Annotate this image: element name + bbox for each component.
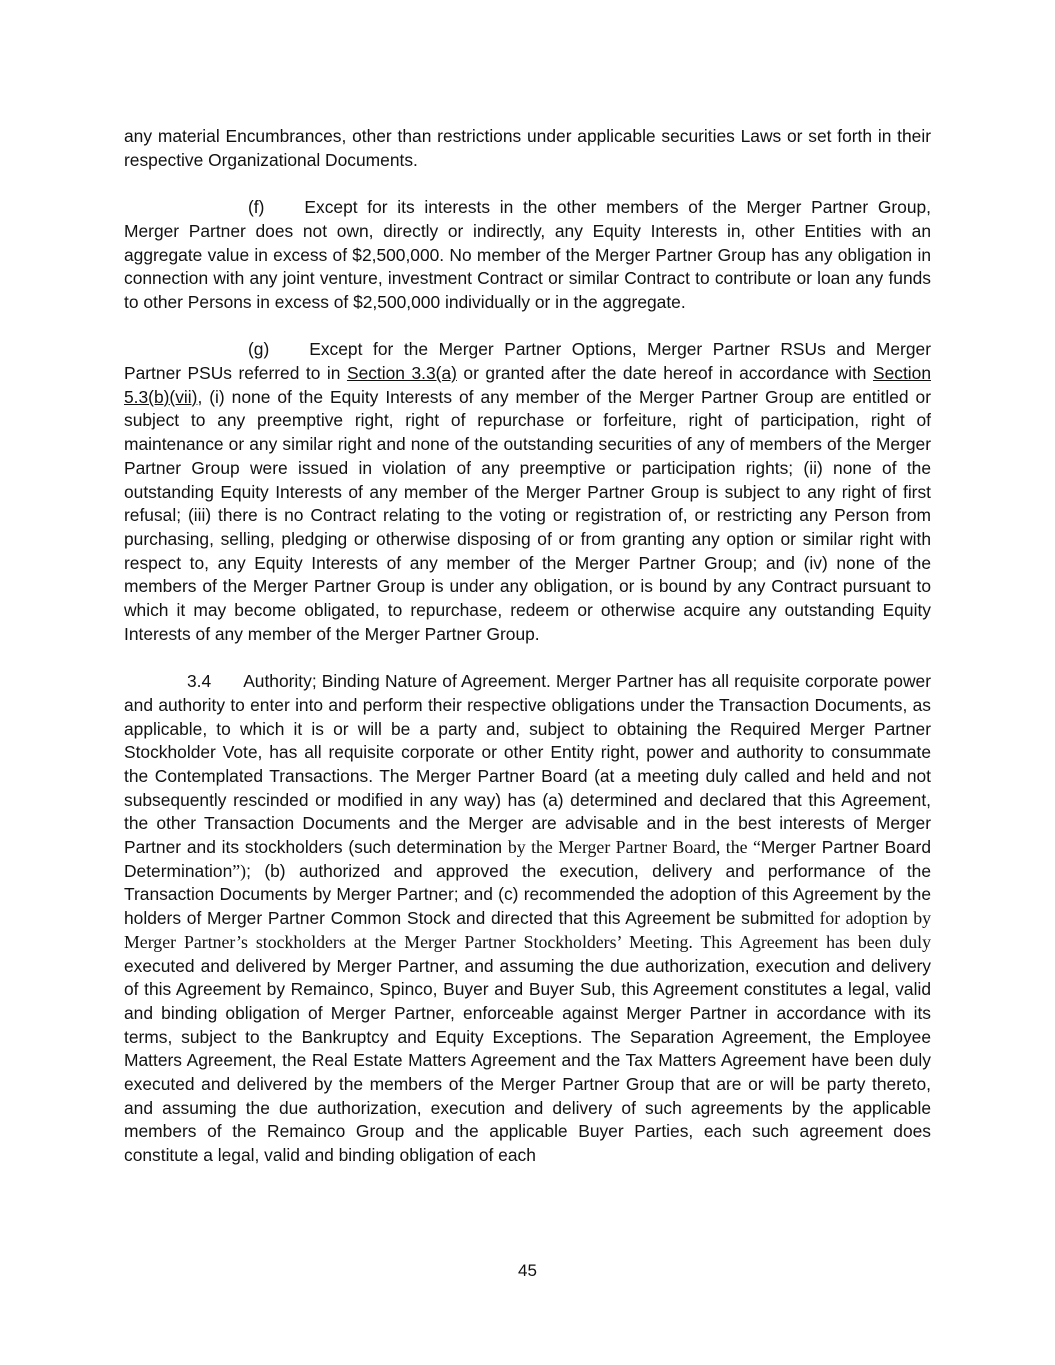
paragraph-g-text-2: or granted after the date hereof in accordance with	[456, 363, 873, 383]
section-3-4-heading: Authority; Binding Nature of Agreement.	[243, 671, 551, 692]
paragraph-f	[124, 196, 931, 315]
paragraph-g-text-1: Except for the Merger Partner Options, Merger Partner RSUs and Merger Partner PSUs referred to in	[124, 339, 931, 383]
section-reference-5-3-b-vii: Section 5.3(b)(vii)	[124, 363, 931, 407]
paragraph-f-label: (f)	[248, 197, 265, 218]
paragraph-g-text-3: , (i) none of the Equity Interests of any member of the Merger Partner Group are entitled or subject to any preemptive right, right of repurchase or forfeiture, right of participation, right of maintenance or any similar right and none of the outstanding securities of any of members of the Merger Partner Group were issued in violation of any preemptive or participation rights; (ii) none of the outstanding Equity Interests of any member of the Merger Partner Group is subject to any right of first refusal; (iii) there is no Contract relating to the voting or registration of, or restricting any Person from purchasing, selling, pledging or otherwise disposing of or from granting any option or similar right with respect to, any Equity Interests of any member of the Merger Partner Group; and (iv) none of the members of the Merger Partner Group is under any obligation, or is bound by any Contract pursuant to which it may become obligated, to repurchase, redeem or otherwise acquire any outstanding Equity Interests of any member of the Merger Partner Group.	[124, 386, 931, 644]
section-3-4-serif-text-3: ted for adoption by Merger Partner’s stockholders at the Merger Partner Stockholders’ Meeting. This Agreement has been duly	[124, 908, 931, 952]
section-3-4-serif-text-2: ”)	[232, 860, 247, 881]
section-3-4-text-1: Merger Partner has all requisite corporate power and authority to enter into and perform their respective obligations under the Transaction Documents, as applicable, to which it is or will be a party and, subject to obtaining the Required Merger Partner Stockholder Vote, has all requisite corporate or other Entity right, power and authority to consummate the Contemplated Transactions. The Merger Partner Board (at a meeting duly called and held and not subsequently rescinded or modified in any way) has (a) determined and declared that this Agreement, the other Transaction Documents and the Merger are advisable and in the best interests of Merger Partner and its stockholders (such determination	[124, 671, 931, 858]
section-3-4-text-2: ; (b) authorized and approved the execution, delivery and performance of the Transaction Documents by Merger Partner; and (c) recommended the adoption of this Agreement by the holders of Merger Partner Common Stock and directed that this Agreement be submit	[124, 860, 931, 929]
paragraph-g	[124, 338, 931, 646]
paragraph-g-label: (g)	[248, 339, 270, 360]
defined-term-board-determination: Merger Partner Board Determination	[124, 837, 932, 881]
page-number: 45	[518, 1261, 537, 1280]
paragraph-continuation: any material Encumbrances, other than restrictions under applicable securities Laws or set forth in their respective Organizational Documents.	[124, 126, 931, 170]
section-3-4-text-3: executed and delivered by Merger Partner, and assuming the due authorization, execution and delivery of this Agreement by Remainco, Spinco, Buyer and Buyer Sub, this Agreement constitutes a legal, valid and binding obligation of Merger Partner, enforceable against Merger Partner in accordance with its terms, subject to the Bankruptcy and Equity Exceptions. The Separation Agreement, the Employee Matters Agreement, the Real Estate Matters Agreement and the Tax Matters Agreement have been duly executed and delivered by the members of the Merger Partner Group that are or will be party thereto, and assuming the due authorization, execution and delivery of such agreements by the applicable members of the Remainco Group and the applicable Buyer Parties, each such agreement does constitute a legal, valid and binding obligation of each	[124, 955, 931, 1166]
paragraph-f-text: Except for its interests in the other members of the Merger Partner Group, Merger Partner does not own, directly or indirectly, any Equity Interests in, other Entities with an aggregate value in excess of $2,500,000. No member of the Merger Partner Group has any obligation in connection with any joint venture, investment Contract or similar Contract to contribute or loan any funds to other Persons in excess of $2,500,000 individually or in the aggregate.	[124, 197, 931, 312]
section-reference-3-3-a: Section 3.3(a)	[346, 363, 457, 383]
section-3-4-serif-text-1: by the Merger Partner Board, the “	[507, 837, 761, 858]
section-3-4-number: 3.4	[187, 671, 212, 692]
section-3-4	[124, 670, 931, 1168]
document-body	[124, 125, 931, 1192]
